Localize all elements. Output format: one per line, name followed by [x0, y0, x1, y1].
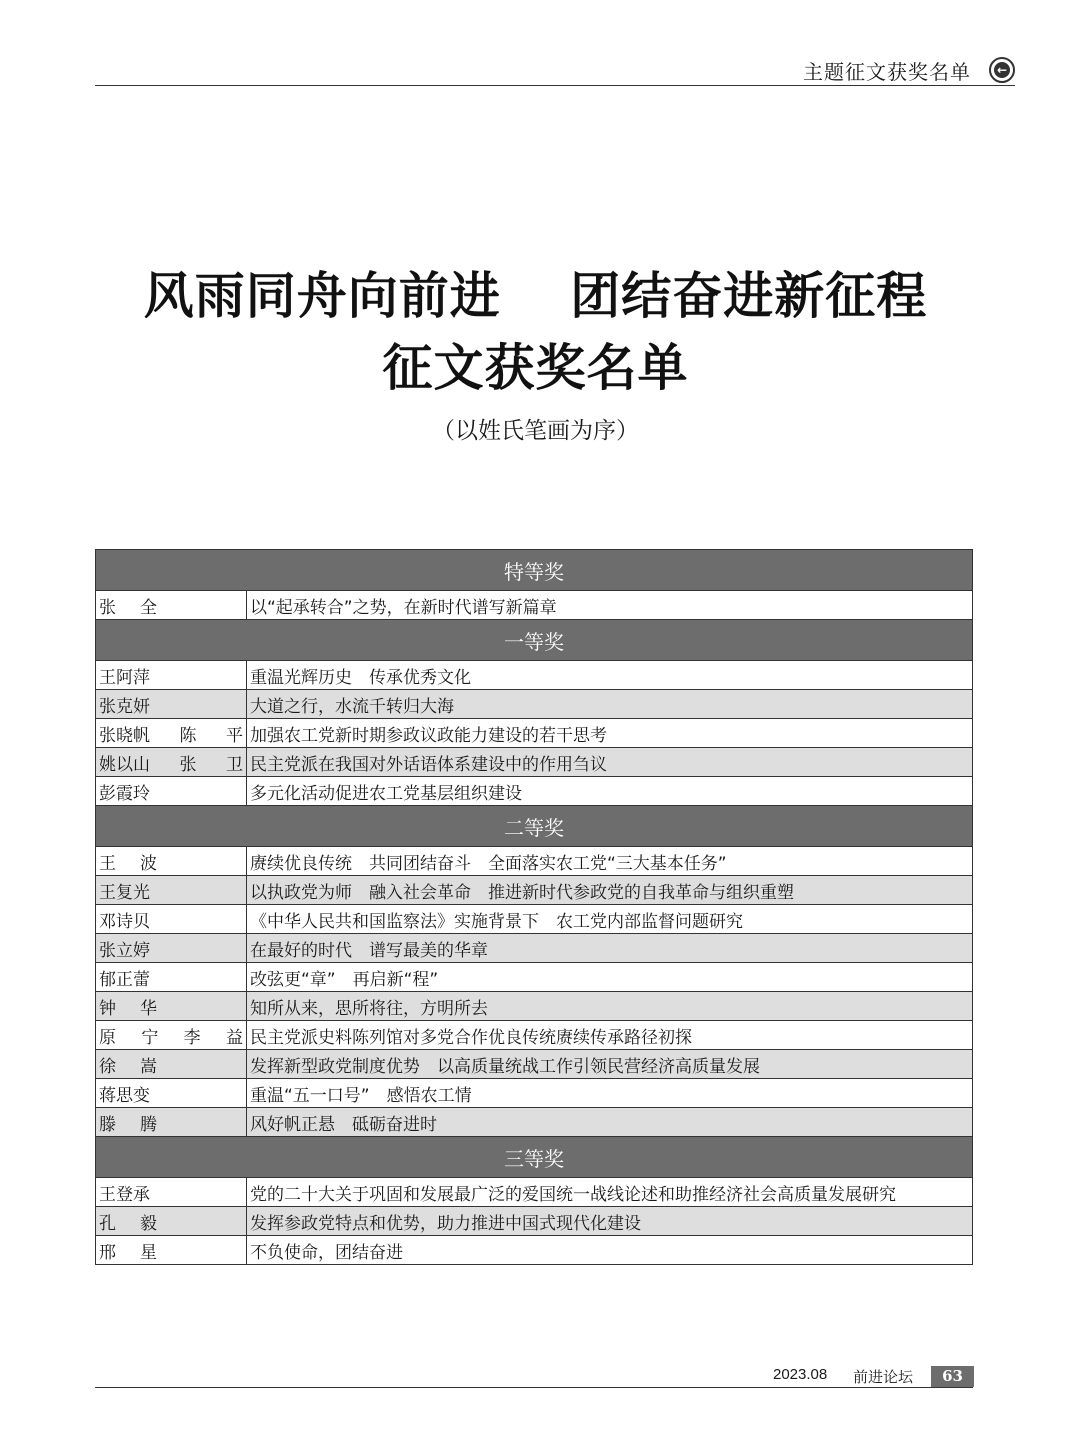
author-name-cell: [96, 1021, 247, 1050]
award-category-label: 三等奖: [96, 1137, 973, 1178]
page-title-line-2: 征文获奖名单: [382, 339, 689, 397]
award-category-label: 一等奖: [96, 620, 973, 661]
author-name-part: 张克妍: [99, 696, 150, 717]
footer-date: 2023.08: [773, 1366, 828, 1383]
author-name-part: 张立婷: [99, 940, 150, 961]
author-name-part: 星: [140, 1242, 157, 1263]
essay-title-cell: 民主党派史料陈列馆对多党合作优良传统赓续传承路径初探: [247, 1021, 973, 1050]
table-row: [96, 690, 973, 719]
award-category-row: [96, 620, 973, 661]
table-row: [96, 1207, 973, 1236]
author-name-cell: [96, 1178, 247, 1207]
table-row: [96, 847, 973, 876]
essay-title-cell: 发挥参政党特点和优势，助力推进中国式现代化建设: [247, 1207, 973, 1236]
award-category-label: 二等奖: [96, 806, 973, 847]
essay-title-cell: 《中华人民共和国监察法》实施背景下 农工党内部监督问题研究: [247, 905, 973, 934]
table-row: [96, 905, 973, 934]
essay-title-cell: 赓续优良传统 共同团结奋斗 全面落实农工党“三大基本任务”: [247, 847, 973, 876]
author-name-cell: [96, 748, 247, 777]
author-name-part: 腾: [140, 1114, 157, 1135]
author-name-cell: [96, 1108, 247, 1137]
author-name: [99, 849, 157, 874]
author-name-part: 郁正蕾: [99, 969, 150, 990]
footer-journal-name: 前进论坛: [853, 1368, 914, 1386]
author-name-part: 宁: [141, 1027, 159, 1048]
award-category-label: 特等奖: [96, 550, 973, 591]
author-name: [99, 721, 243, 746]
essay-title-cell: 发挥新型政党制度优势 以高质量统战工作引领民营经济高质量发展: [247, 1050, 973, 1079]
table-row: [96, 876, 973, 905]
essay-title-cell: 加强农工党新时期参政议政能力建设的若干思考: [247, 719, 973, 748]
table-row: [96, 748, 973, 777]
award-category-row: [96, 806, 973, 847]
author-name-cell: [96, 1050, 247, 1079]
author-name-cell: [96, 591, 247, 620]
author-name: [99, 750, 243, 775]
author-name-cell: [96, 1207, 247, 1236]
author-name-part: 王阿萍: [99, 667, 150, 688]
author-name: [99, 1238, 157, 1263]
table-row: [96, 591, 973, 620]
author-name: [99, 1209, 157, 1234]
author-name-cell: [96, 777, 247, 806]
author-name-part: 卫: [226, 754, 243, 775]
table-row: [96, 1050, 973, 1079]
author-name: [99, 994, 157, 1019]
author-name-part: 全: [140, 597, 157, 618]
author-name-part: 王登承: [99, 1184, 150, 1205]
author-name-part: 平: [226, 725, 243, 746]
author-name-part: 滕: [99, 1114, 116, 1135]
author-name: [99, 878, 243, 903]
arrow-left-icon: ←: [994, 62, 1010, 78]
author-name-cell: [96, 876, 247, 905]
essay-title-cell: 知所从来，思所将往，方明所去: [247, 992, 973, 1021]
essay-title-cell: 改弦更“章” 再启新“程”: [247, 963, 973, 992]
author-name-part: 张: [179, 754, 197, 775]
author-name-cell: [96, 661, 247, 690]
author-name: [99, 936, 243, 961]
page-subtitle: （以姓氏笔画为序）: [432, 418, 639, 444]
author-name-cell: [96, 847, 247, 876]
author-name-part: 原: [99, 1027, 116, 1048]
author-name: [99, 779, 243, 804]
table-row: [96, 1178, 973, 1207]
essay-title-cell: 风好帆正悬 砥砺奋进时: [247, 1108, 973, 1137]
author-name-part: 陈: [179, 725, 197, 746]
author-name: [99, 1180, 243, 1205]
author-name-part: 李: [183, 1027, 201, 1048]
page-number: 63: [931, 1366, 974, 1387]
essay-title-cell: 以“起承转合”之势，在新时代谱写新篇章: [247, 591, 973, 620]
author-name: [99, 593, 157, 618]
author-name-cell: [96, 1079, 247, 1108]
author-name: [99, 1081, 243, 1106]
author-name-part: 益: [225, 1027, 243, 1048]
awards-table: [95, 549, 973, 1265]
award-category-row: [96, 550, 973, 591]
table-row: [96, 661, 973, 690]
circle-arrow-left-icon: [989, 57, 1015, 83]
author-name: [99, 1052, 157, 1077]
page-title-line-1: 风雨同舟向前进 团结奋进新征程: [143, 267, 928, 325]
table-row: [96, 719, 973, 748]
author-name-part: 蒋思变: [99, 1085, 150, 1106]
author-name-part: 钟: [99, 998, 116, 1019]
author-name-part: 毅: [140, 1213, 157, 1234]
author-name-part: 徐: [99, 1056, 116, 1077]
table-row: [96, 963, 973, 992]
table-row: [96, 1108, 973, 1137]
author-name: [99, 1023, 243, 1048]
table-row: [96, 1021, 973, 1050]
table-row: [96, 1079, 973, 1108]
author-name: [99, 1110, 157, 1135]
award-category-row: [96, 1137, 973, 1178]
author-name-cell: [96, 992, 247, 1021]
table-row: [96, 777, 973, 806]
essay-title-cell: 重温光辉历史 传承优秀文化: [247, 661, 973, 690]
author-name-part: 张晓帆: [99, 725, 150, 746]
essay-title-cell: 大道之行，水流千转归大海: [247, 690, 973, 719]
essay-title-cell: 不负使命，团结奋进: [247, 1236, 973, 1265]
author-name-cell: [96, 905, 247, 934]
author-name-cell: [96, 934, 247, 963]
essay-title-cell: 在最好的时代 谱写最美的华章: [247, 934, 973, 963]
header-divider: [95, 85, 1015, 86]
author-name-cell: [96, 1236, 247, 1265]
essay-title-cell: 多元化活动促进农工党基层组织建设: [247, 777, 973, 806]
author-name: [99, 663, 243, 688]
author-name-cell: [96, 963, 247, 992]
essay-title-cell: 党的二十大关于巩固和发展最广泛的爱国统一战线论述和助推经济社会高质量发展研究: [247, 1178, 973, 1207]
author-name-cell: [96, 690, 247, 719]
author-name: [99, 907, 243, 932]
author-name-part: 孔: [99, 1213, 116, 1234]
table-row: [96, 934, 973, 963]
table-row: [96, 1236, 973, 1265]
section-label: 主题征文获奖名单: [803, 60, 971, 84]
footer-divider: [95, 1387, 973, 1388]
author-name-cell: [96, 719, 247, 748]
essay-title-cell: 民主党派在我国对外话语体系建设中的作用刍议: [247, 748, 973, 777]
author-name-part: 波: [140, 853, 157, 874]
author-name-part: 姚以山: [99, 754, 150, 775]
author-name: [99, 692, 243, 717]
author-name-part: 张: [99, 597, 116, 618]
essay-title-cell: 以执政党为师 融入社会革命 推进新时代参政党的自我革命与组织重塑: [247, 876, 973, 905]
author-name-part: 华: [140, 998, 157, 1019]
author-name-part: 嵩: [140, 1056, 157, 1077]
author-name-part: 邓诗贝: [99, 911, 150, 932]
author-name-part: 王: [99, 853, 116, 874]
author-name: [99, 965, 243, 990]
author-name-part: 彭霞玲: [99, 783, 150, 804]
table-row: [96, 992, 973, 1021]
essay-title-cell: 重温“五一口号” 感悟农工情: [247, 1079, 973, 1108]
author-name-part: 王复光: [99, 882, 150, 903]
author-name-part: 邢: [99, 1242, 116, 1263]
